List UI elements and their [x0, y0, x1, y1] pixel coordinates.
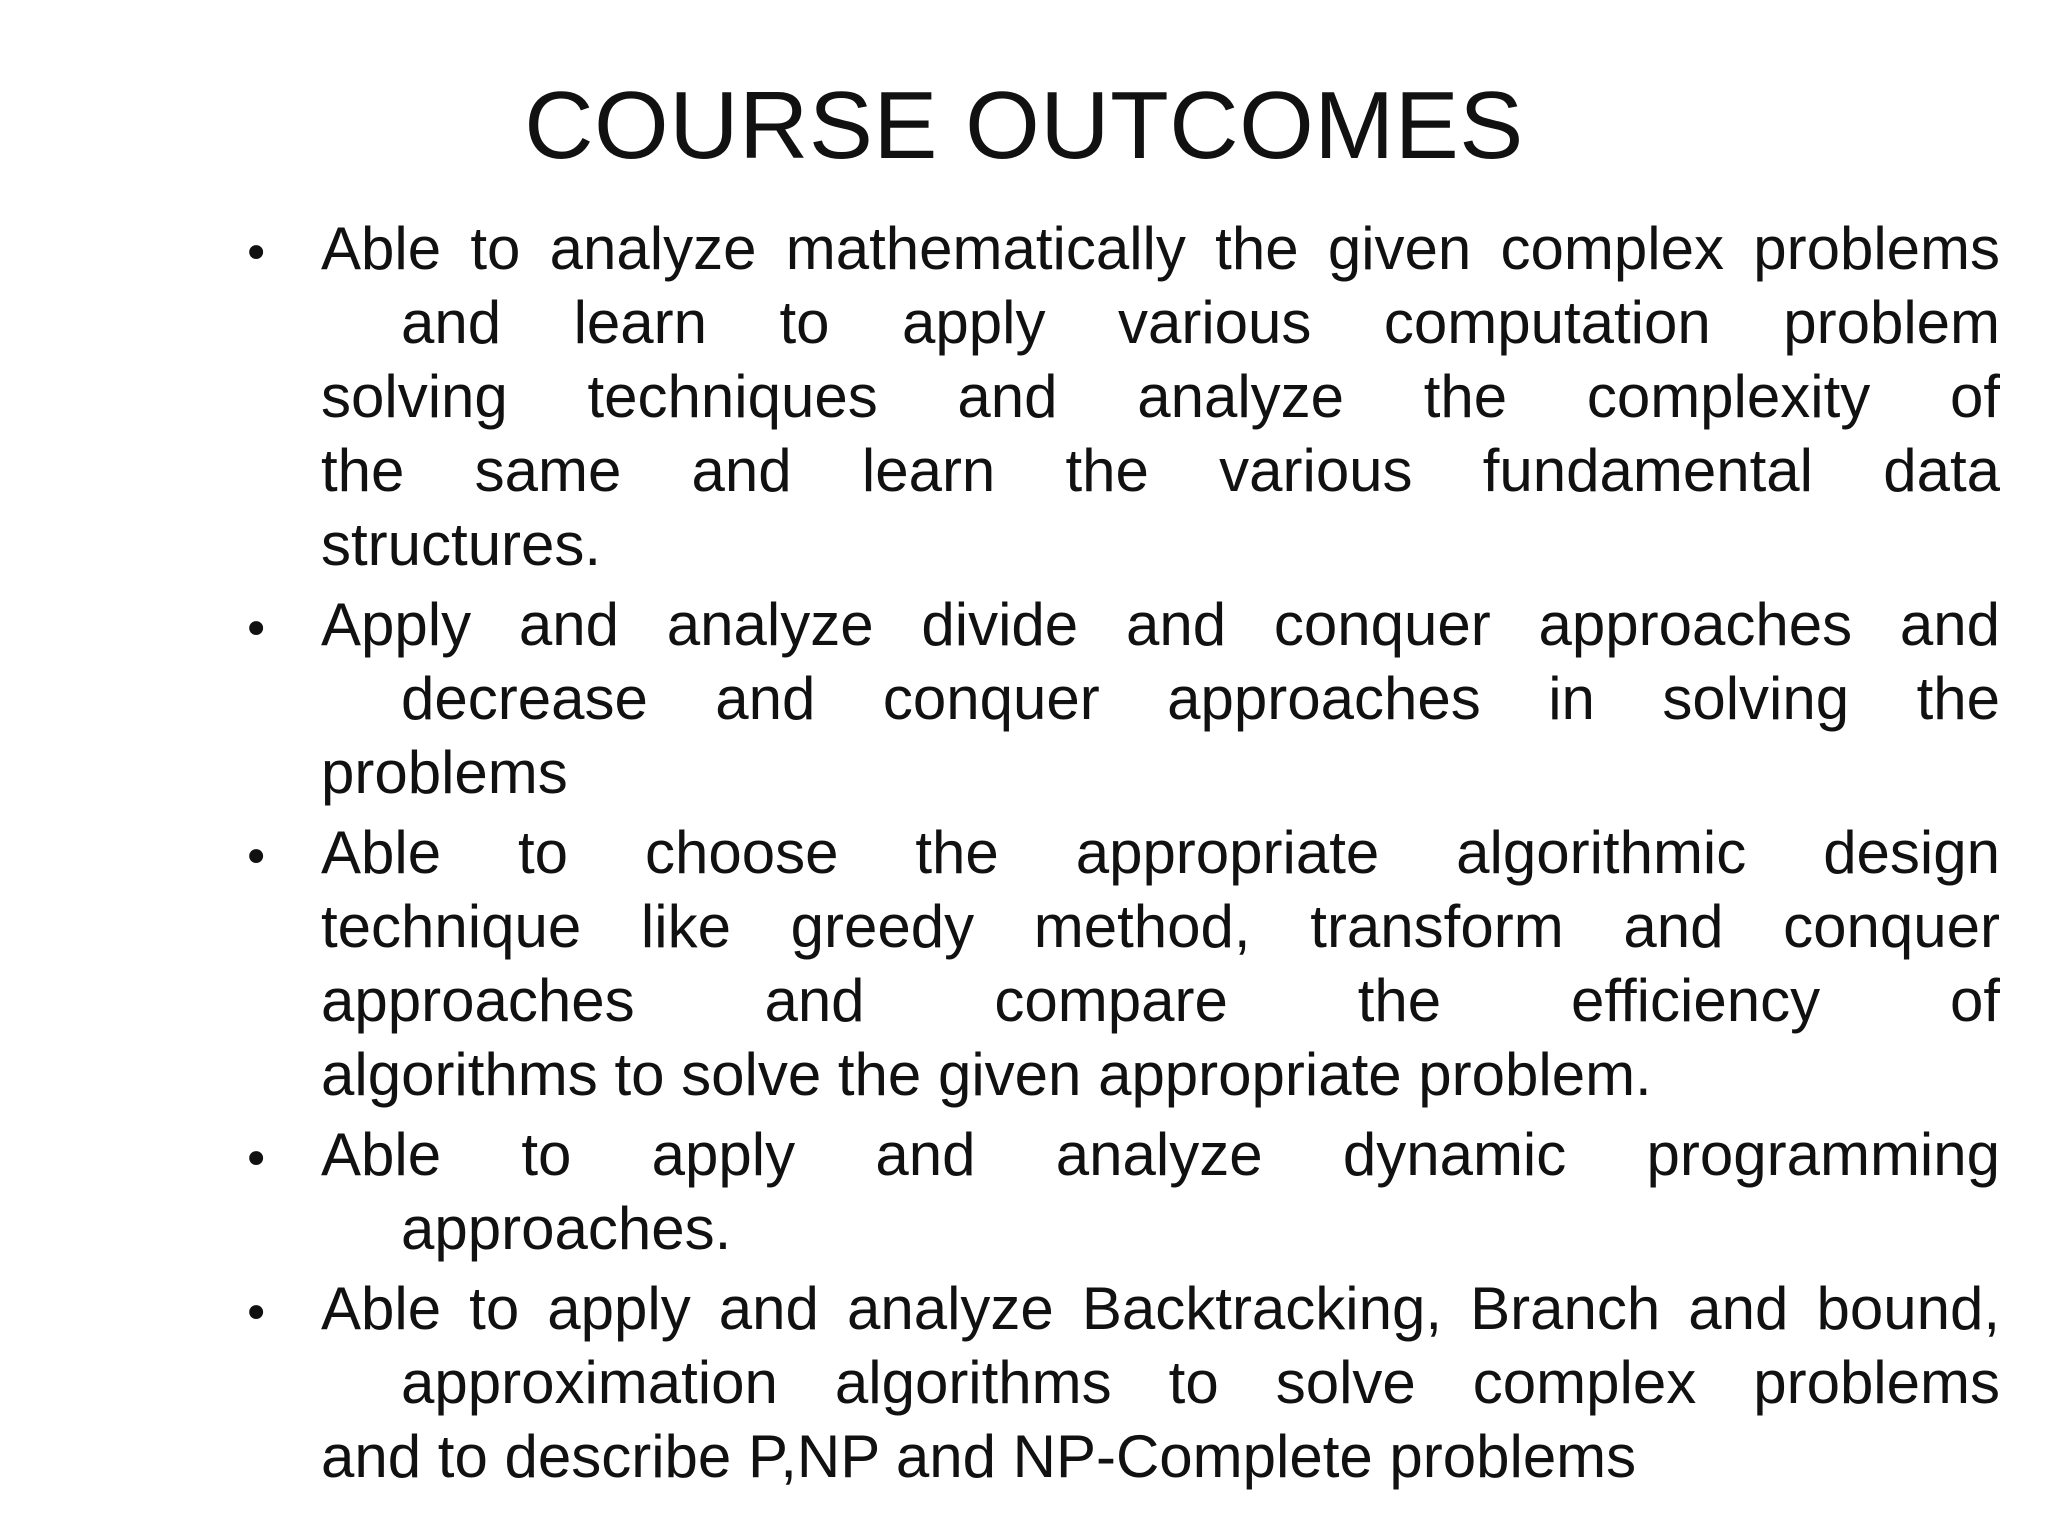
bullet-icon: •: [242, 830, 271, 886]
course-outcome-item: [240, 1272, 2000, 1494]
bullet-icon: •: [242, 226, 271, 282]
outcome-line: solving techniques and analyze the complexity of: [321, 363, 2000, 430]
outcome-line: the same and learn the various fundamental data: [321, 437, 2000, 504]
outcome-line: Able to apply and analyze Backtracking, Branch and bound,: [321, 1275, 2000, 1342]
outcome-line: approximation algorithms to solve complex problems: [401, 1349, 2000, 1416]
outcome-line: algorithms to solve the given appropriate problem.: [321, 1041, 1652, 1108]
bullet-icon: •: [242, 602, 271, 658]
outcome-line: approaches and compare the efficiency of: [321, 967, 2000, 1034]
outcome-line: Able to apply and analyze dynamic programming: [321, 1121, 2000, 1188]
outcome-line: problems: [321, 739, 568, 806]
outcome-line: structures.: [321, 511, 602, 578]
bullet-icon: •: [242, 1286, 271, 1342]
outcome-line: technique like greedy method, transform and conquer: [321, 893, 2000, 960]
outcome-line: Apply and analyze divide and conquer approaches and: [321, 591, 2000, 658]
course-outcomes-list: [240, 212, 2000, 1494]
outcome-line: decrease and conquer approaches in solving the: [401, 665, 2000, 732]
outcome-line: Able to analyze mathematically the given complex problems: [321, 215, 2000, 282]
course-outcome-item: [240, 588, 2000, 810]
outcome-line: and to describe P,NP and NP-Complete problems: [321, 1423, 1637, 1490]
bullet-icon: •: [242, 1132, 271, 1188]
outcome-line: approaches.: [401, 1195, 732, 1262]
slide-title: COURSE OUTCOMES: [524, 72, 1524, 179]
course-outcome-item: [240, 816, 2000, 1112]
course-outcome-item: [240, 1118, 2000, 1266]
outcome-line: Able to choose the appropriate algorithmic design: [321, 819, 2000, 886]
outcome-line: and learn to apply various computation problem: [401, 289, 2000, 356]
course-outcome-item: [240, 212, 2000, 582]
